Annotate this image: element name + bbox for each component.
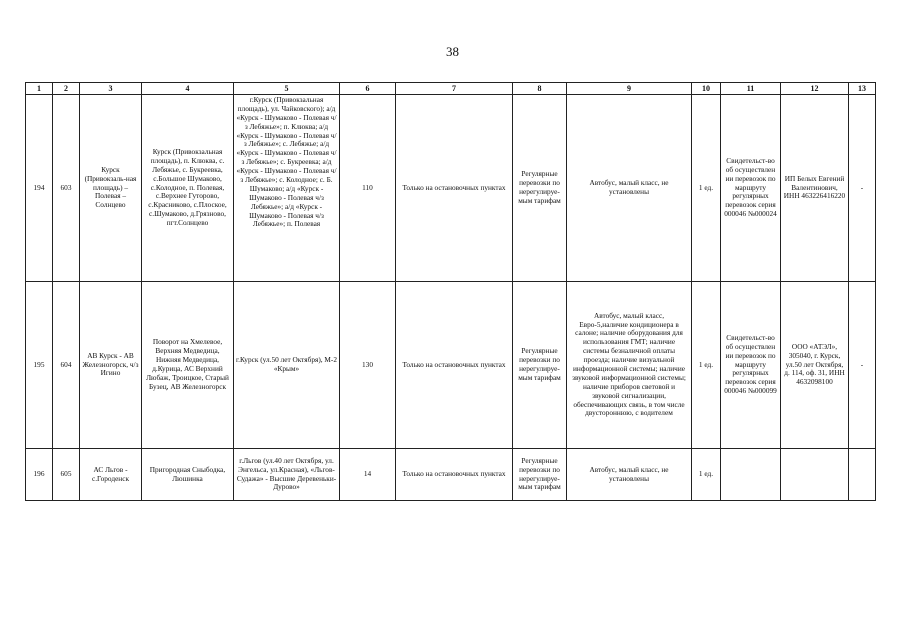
route-name: АВ Курск - АВ Железногорск, ч/з Игино xyxy=(80,282,142,449)
intermediate-stops: Поворот на Хмелевое, Верхняя Медведица, Нижняя Медведица, д.Курица, АС Верхний Любаж, Троицкое, Старый Бузец, АВ Железногорск xyxy=(142,282,234,449)
carrier xyxy=(781,449,849,501)
row-number: 195 xyxy=(26,282,53,449)
vehicle-count: 1 ед. xyxy=(692,449,721,501)
column-header: 10 xyxy=(692,83,721,95)
vehicle-characteristics: Автобус, малый класс, не установлены xyxy=(567,95,692,282)
transport-type: Регулярные перевозки по нерегулируе-мым тарифам xyxy=(513,95,567,282)
column-header: 8 xyxy=(513,83,567,95)
column-header: 2 xyxy=(53,83,80,95)
vehicle-count: 1 ед. xyxy=(692,282,721,449)
column-header: 3 xyxy=(80,83,142,95)
column-header: 5 xyxy=(234,83,340,95)
remarks: - xyxy=(849,95,876,282)
route-length: 14 xyxy=(340,449,396,501)
intermediate-stops: Курск (Привокзальная площадь), п. Клюква, с. Лебяжье, с. Букреевка, с.Большое Шумаково, с.Колодное, п. Полевая, с.Верхнее Гуторово, с.Красниково, с.Плоское, с.Шумаково, д.Грязново, пгт.Солнцево xyxy=(142,95,234,282)
remarks xyxy=(849,449,876,501)
intermediate-stops: Пригородная Сныбодка, Люшинка xyxy=(142,449,234,501)
route-number: 603 xyxy=(53,95,80,282)
table-row xyxy=(26,282,876,449)
route-registry-table xyxy=(25,82,876,501)
remarks: - xyxy=(849,282,876,449)
route-number: 605 xyxy=(53,449,80,501)
route-number: 604 xyxy=(53,282,80,449)
row-number: 196 xyxy=(26,449,53,501)
column-header: 7 xyxy=(396,83,513,95)
column-header: 11 xyxy=(721,83,781,95)
route-name: Курск (Привокзаль-ная площадь) – Полевая – Солнцево xyxy=(80,95,142,282)
vehicle-characteristics: Автобус, малый класс, не установлены xyxy=(567,449,692,501)
column-header: 9 xyxy=(567,83,692,95)
certificate: Свидетельст-во об осуществлен ии перевозок по маршруту регулярных перевозок серия 000046 №000099 xyxy=(721,282,781,449)
route-streets: г.Курск (Привокзальная площадь), ул. Чайковского); а/д «Курск - Шумаково - Полевая ч/з Лебяжье»; п. Клюква; а/д «Курск - Шумаково - Полевая ч/з Лебяжье»; с. Лебяжье; а/д «Курск - Шумаково - Полевая ч/з Лебяжье»; с. Букреевка; а/д «Курск - Шумаково - Полевая ч/з Лебяжье»; с. Колодное; с. Б. Шумаково; а/д «Курск - Шумаково - Полевая ч/з Лебяжье»; а/д «Курск - Шумаково - Полевая ч/з Лебяжье»; п. Полевая xyxy=(234,95,340,282)
column-header: 4 xyxy=(142,83,234,95)
column-header: 13 xyxy=(849,83,876,95)
carrier: ИП Белых Евгений Валентинович, ИНН 463226416220 xyxy=(781,95,849,282)
column-header: 1 xyxy=(26,83,53,95)
boarding-procedure: Только на остановочных пунктах xyxy=(396,95,513,282)
column-header: 6 xyxy=(340,83,396,95)
row-number: 194 xyxy=(26,95,53,282)
transport-type: Регулярные перевозки по нерегулируе-мым тарифам xyxy=(513,282,567,449)
certificate: Свидетельст-во об осуществлен ии перевозок по маршруту регулярных перевозок серия 000046 №000024 xyxy=(721,95,781,282)
transport-type: Регулярные перевозки по нерегулируе-мым тарифам xyxy=(513,449,567,501)
page-number: 38 xyxy=(446,44,459,59)
boarding-procedure: Только на остановочных пунктах xyxy=(396,282,513,449)
boarding-procedure: Только на остановочных пунктах xyxy=(396,449,513,501)
header-row xyxy=(26,83,876,95)
route-name: АС Льгов - с.Городенск xyxy=(80,449,142,501)
route-streets: г.Курск (ул.50 лет Октября), М-2 «Крым» xyxy=(234,282,340,449)
table-row xyxy=(26,449,876,501)
carrier: ООО «АТЭЛ», 305040, г. Курск, ул.50 лет Октября, д. 114, оф. 31, ИНН 4632098100 xyxy=(781,282,849,449)
table-row xyxy=(26,95,876,282)
certificate xyxy=(721,449,781,501)
route-streets: г.Льгов (ул.40 лет Октября, ул. Энгельса, ул.Красная), «Льгов-Судажа» - Высшие Деревеньки-Дурово» xyxy=(234,449,340,501)
vehicle-characteristics: Автобус, малый класс, Евро-5,наличие кондиционера в салоне; наличие оборудования для использования ГМТ; наличие системы безналичной оплаты проезда; наличие визуальной информационной системы; наличие звуковой информационной системы; наличие приборов световой и звуковой сигнализации, обеспечивающих связь, в том числе двустороннюю, с водителем xyxy=(567,282,692,449)
route-length: 110 xyxy=(340,95,396,282)
vehicle-count: 1 ед. xyxy=(692,95,721,282)
column-header: 12 xyxy=(781,83,849,95)
route-length: 130 xyxy=(340,282,396,449)
